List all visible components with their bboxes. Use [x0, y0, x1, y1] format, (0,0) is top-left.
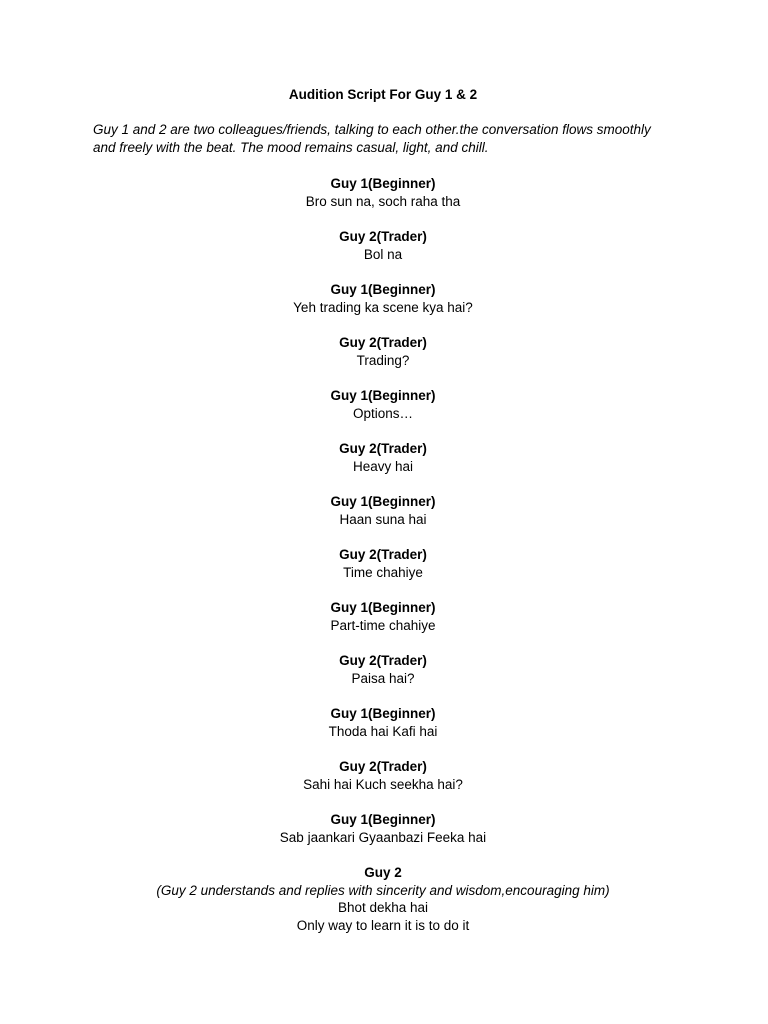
dialogue-entry [0, 387, 766, 422]
dialogue-entry [0, 440, 766, 475]
document-title: Audition Script For Guy 1 & 2 [288, 87, 478, 102]
dialogue-entry [0, 281, 766, 316]
speaker-name: Guy 2 [364, 865, 402, 880]
dialogue-entry [0, 599, 766, 634]
dialogue-entry [0, 546, 766, 581]
speaker-name: Guy 1(Beginner) [330, 812, 436, 827]
dialogue-line: Options… [352, 405, 414, 421]
dialogue-line: Bhot dekha hai [337, 900, 429, 915]
dialogue-entry [0, 652, 766, 687]
speaker-name: Guy 2(Trader) [339, 229, 427, 244]
speaker-name: Guy 2(Trader) [339, 335, 427, 350]
speaker-name: Guy 1(Beginner) [330, 176, 436, 191]
speaker-name: Guy 2(Trader) [339, 759, 427, 774]
dialogue-line: Trading? [356, 352, 410, 368]
dialogue-entry [0, 705, 766, 740]
speaker-name: Guy 2(Trader) [339, 441, 427, 456]
speaker-name: Guy 1(Beginner) [330, 282, 436, 297]
intro-paragraph: Guy 1 and 2 are two colleagues/friends, talking to each other.the conversation flows smoothly and freely with the beat. The mood remains casual, light, and chill. [93, 122, 651, 155]
speaker-name: Guy 2(Trader) [339, 547, 427, 562]
dialogue-entry [0, 811, 766, 846]
dialogue-line: Bro sun na, soch raha tha [305, 193, 461, 209]
dialogue-line: Heavy hai [352, 458, 414, 474]
dialogue-line: Yeh trading ka scene kya hai? [293, 299, 473, 315]
stage-direction: (Guy 2 understands and replies with sincerity and wisdom,encouraging him) [156, 882, 610, 898]
dialogue-list [0, 175, 766, 952]
final-dialogue-entry [0, 864, 766, 934]
dialogue-line: Sab jaankari Gyaanbazi Feeka hai [279, 829, 487, 845]
dialogue-entry [0, 758, 766, 793]
dialogue-line: Bol na [363, 246, 403, 262]
dialogue-entry [0, 493, 766, 528]
speaker-name: Guy 1(Beginner) [330, 706, 436, 721]
dialogue-line: Sahi hai Kuch seekha hai? [303, 776, 463, 792]
dialogue-line: Part-time chahiye [330, 617, 436, 633]
dialogue-line: Haan suna hai [339, 511, 427, 527]
dialogue-line: Thoda hai Kafi hai [328, 723, 438, 739]
dialogue-entry [0, 228, 766, 263]
dialogue-line: Only way to learn it is to do it [296, 917, 470, 933]
dialogue-line: Time chahiye [343, 564, 423, 580]
speaker-name: Guy 1(Beginner) [330, 494, 436, 509]
speaker-name: Guy 2(Trader) [339, 653, 427, 668]
speaker-name: Guy 1(Beginner) [330, 388, 436, 403]
dialogue-entry [0, 334, 766, 369]
dialogue-line: Paisa hai? [351, 670, 415, 686]
speaker-name: Guy 1(Beginner) [330, 600, 436, 615]
dialogue-entry [0, 175, 766, 210]
